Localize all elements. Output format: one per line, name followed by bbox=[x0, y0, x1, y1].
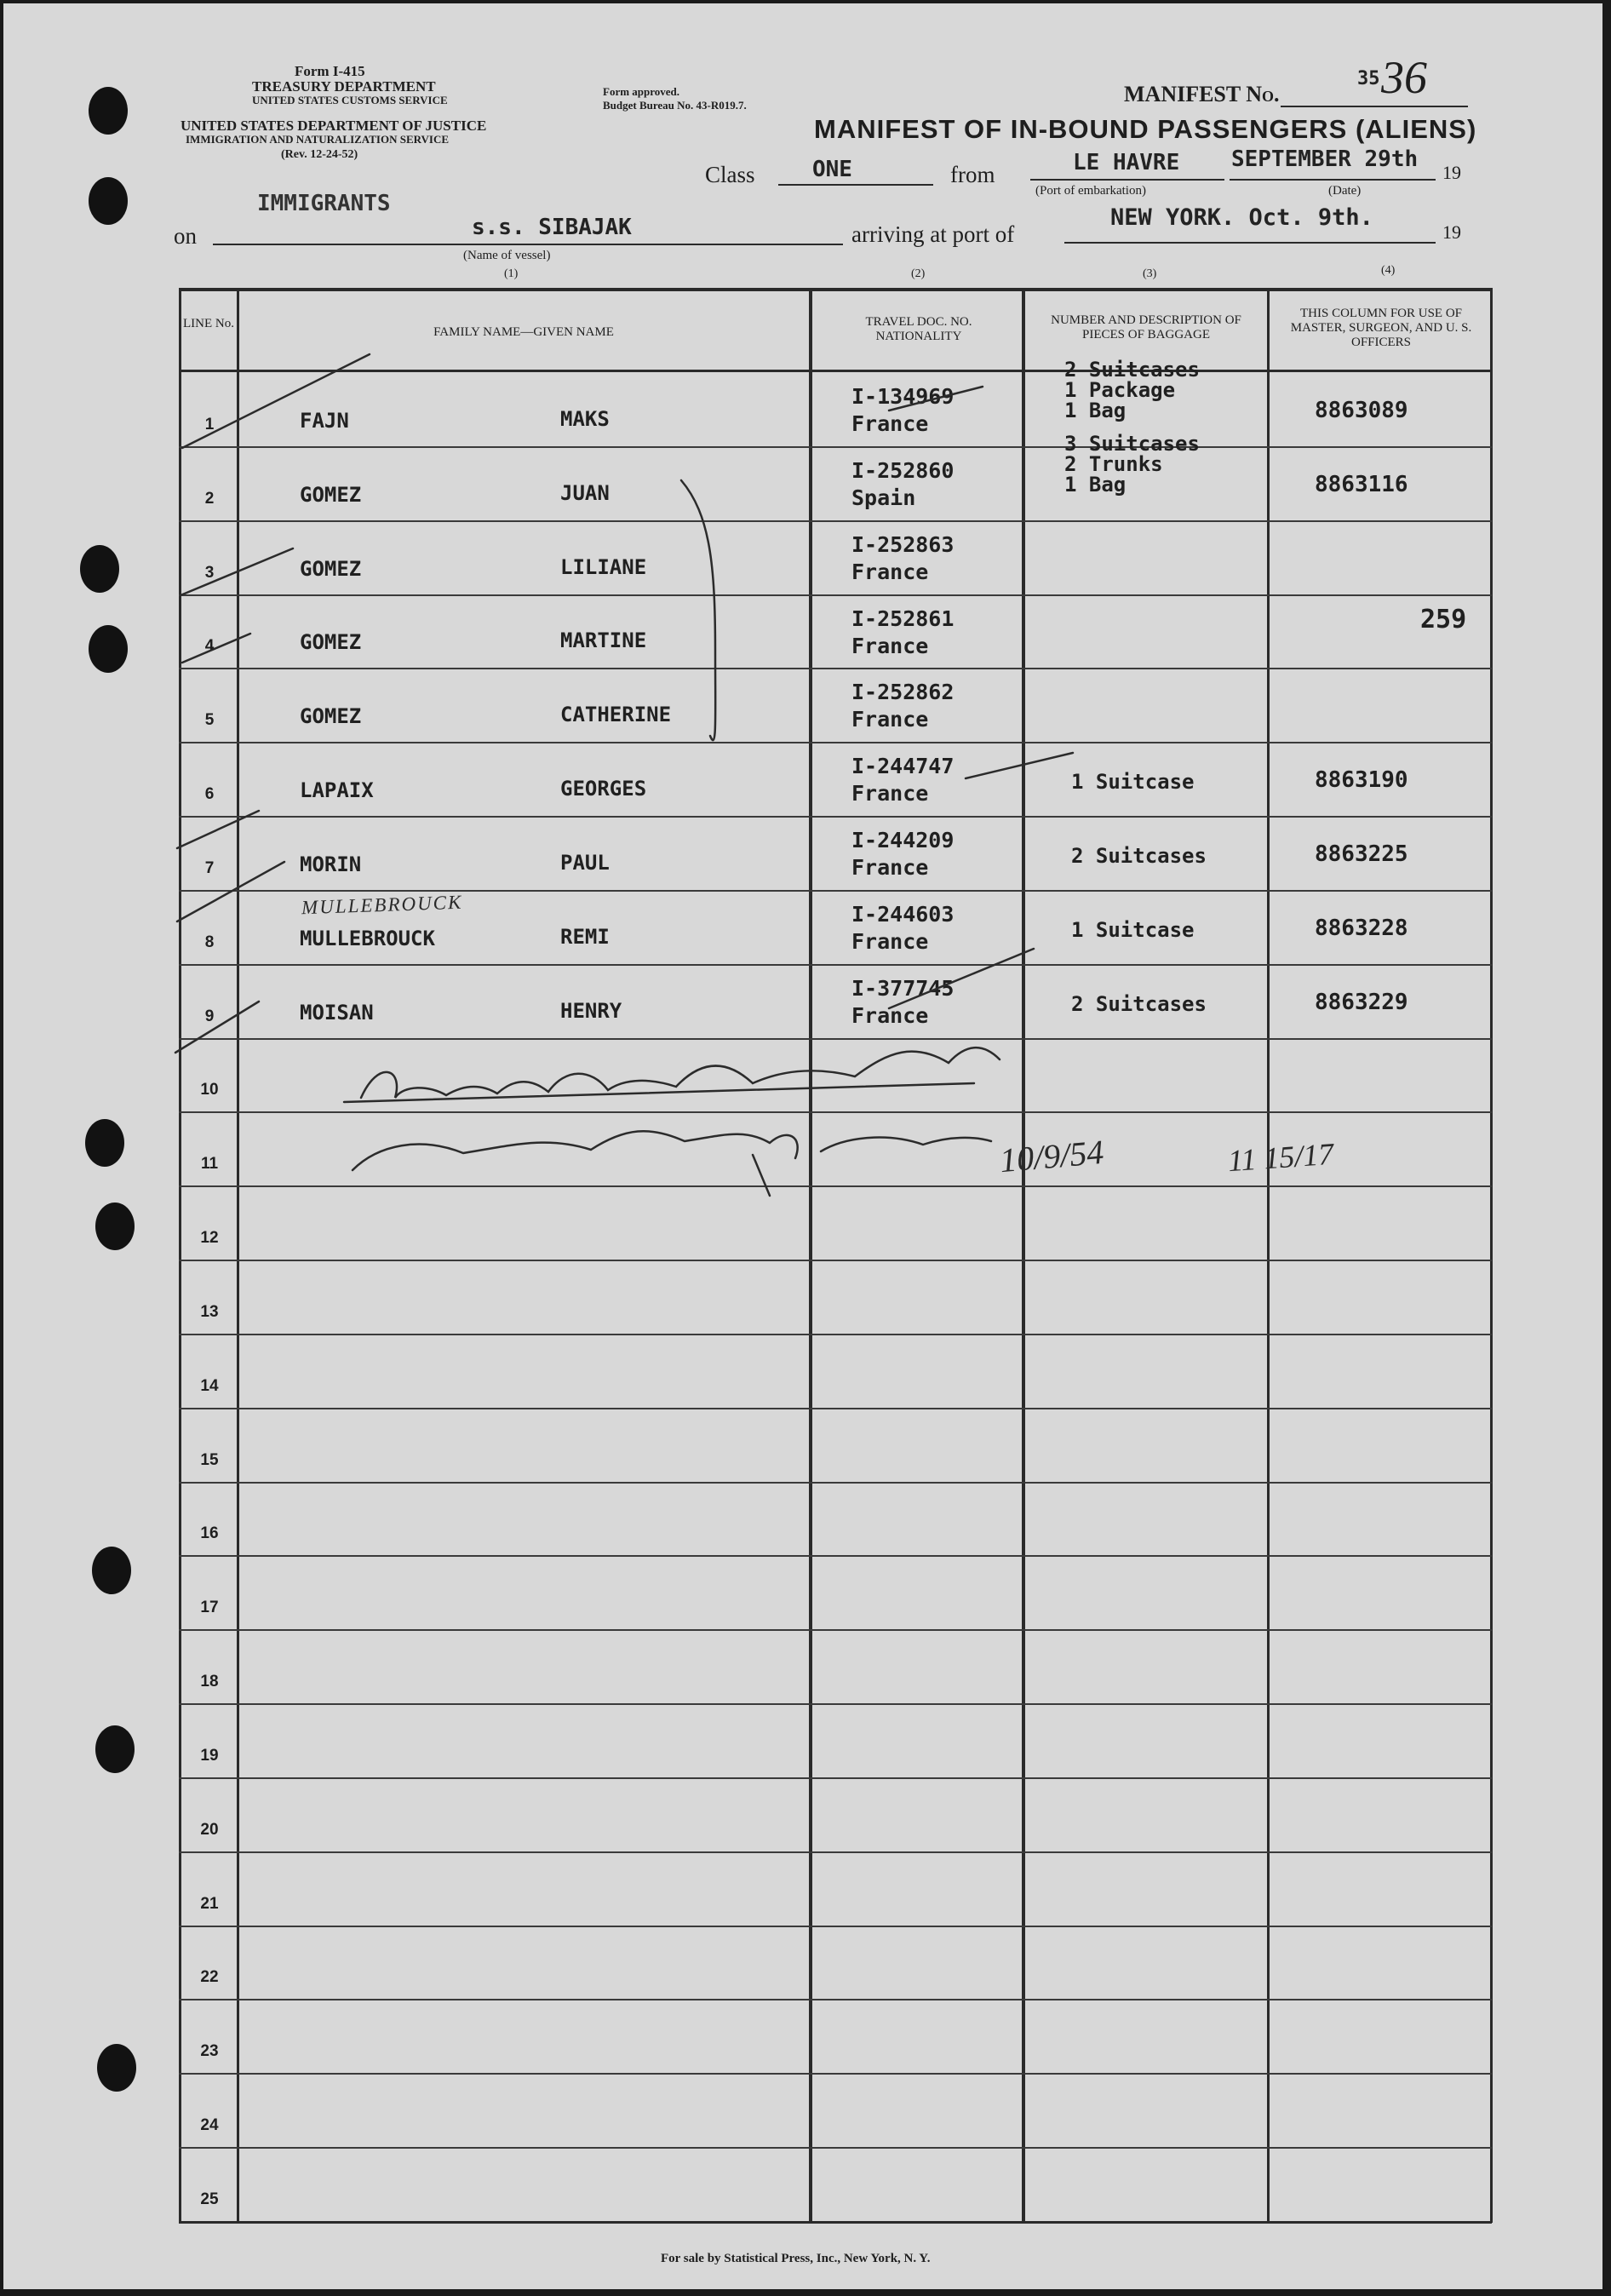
travel-doc-number: I-244209 bbox=[851, 828, 955, 852]
given-name: GEORGES bbox=[560, 777, 647, 801]
doj-line: UNITED STATES DEPARTMENT OF JUSTICE bbox=[181, 118, 487, 134]
form-approved: Form approved. bbox=[603, 85, 680, 98]
family-name: GOMEZ bbox=[300, 557, 362, 581]
family-name: LAPAIX bbox=[300, 778, 374, 802]
line-number: 8 bbox=[204, 933, 215, 951]
family-bracket bbox=[681, 480, 715, 740]
officer-number: 8863228 bbox=[1315, 916, 1408, 941]
line-number: 4 bbox=[204, 637, 215, 655]
signature-stroke bbox=[344, 1083, 974, 1102]
line-number: 9 bbox=[204, 1007, 215, 1025]
rev-line: (Rev. 12-24-52) bbox=[281, 148, 358, 161]
vessel-value: s.s. SIBAJAK bbox=[472, 215, 632, 240]
baggage-item: 2 Trunks bbox=[1064, 452, 1163, 476]
officer-number: 259 bbox=[1420, 605, 1467, 634]
manifest-number-handwritten: 36 bbox=[1381, 52, 1427, 103]
baggage-item: 2 Suitcases bbox=[1071, 992, 1207, 1016]
nationality: France bbox=[851, 929, 929, 954]
check-stroke bbox=[181, 548, 293, 595]
class-value: ONE bbox=[812, 157, 852, 182]
baggage-item: 2 Suitcases bbox=[1071, 844, 1207, 868]
ins-line: IMMIGRATION AND NATURALIZATION SERVICE bbox=[186, 133, 450, 146]
col-line-no: LINE No. bbox=[183, 317, 234, 330]
check-stroke bbox=[177, 862, 284, 921]
handwritten-date: 10/9/54 bbox=[998, 1132, 1105, 1180]
line-number: 22 bbox=[200, 1968, 219, 1986]
nationality: France bbox=[851, 855, 929, 880]
officer-number: 8863229 bbox=[1315, 990, 1408, 1015]
family-name: MORIN bbox=[300, 852, 362, 876]
manifest-number-typed: 35 bbox=[1357, 68, 1380, 89]
year-prefix: 19 bbox=[1442, 162, 1461, 183]
officer-number: 8863225 bbox=[1315, 841, 1408, 867]
signature-stroke bbox=[821, 1138, 991, 1151]
travel-doc-number: I-244747 bbox=[851, 754, 955, 778]
on-label: on bbox=[174, 223, 197, 249]
family-name: MOISAN bbox=[300, 1001, 374, 1025]
given-name: JUAN bbox=[560, 481, 610, 505]
col-baggage: NUMBER AND DESCRIPTION OF PIECES OF BAGGAGE bbox=[1051, 313, 1241, 342]
line-number: 18 bbox=[200, 1673, 219, 1690]
signature-stroke bbox=[361, 1048, 1000, 1098]
given-name: CATHERINE bbox=[560, 703, 672, 726]
travel-doc-number: I-134969 bbox=[851, 384, 955, 409]
line-number: 7 bbox=[204, 859, 215, 877]
nationality: France bbox=[851, 560, 929, 584]
budget-bureau: Budget Bureau No. 43-R019.7. bbox=[603, 99, 747, 112]
check-stroke bbox=[177, 811, 259, 848]
line-number: 10 bbox=[200, 1081, 219, 1099]
signature-stroke bbox=[753, 1155, 770, 1196]
line-number: 19 bbox=[200, 1747, 219, 1765]
nationality: France bbox=[851, 411, 929, 436]
line-number: 14 bbox=[200, 1377, 219, 1395]
officer-number: 8863190 bbox=[1315, 767, 1408, 793]
family-name: GOMEZ bbox=[300, 630, 362, 654]
travel-doc-number: I-244603 bbox=[851, 902, 955, 927]
travel-doc-number: I-252860 bbox=[851, 458, 955, 483]
line-number: 3 bbox=[204, 564, 215, 582]
port-value: LE HAVRE bbox=[1073, 150, 1180, 175]
signature-stroke bbox=[353, 1131, 798, 1170]
arrival-value: NEW YORK. Oct. 9th. bbox=[1110, 204, 1373, 231]
customs-service: UNITED STATES CUSTOMS SERVICE bbox=[252, 94, 448, 106]
line-number: 5 bbox=[204, 711, 215, 729]
line-number: 21 bbox=[200, 1895, 219, 1913]
footer-printer: For sale by Statistical Press, Inc., New York, N. Y. bbox=[661, 2252, 931, 2265]
class-label: Class bbox=[705, 162, 755, 187]
year-prefix: 19 bbox=[1442, 221, 1461, 243]
line-number: 2 bbox=[204, 490, 215, 508]
line-number: 11 bbox=[200, 1155, 219, 1173]
travel-doc-number: I-377745 bbox=[851, 976, 955, 1001]
check-stroke bbox=[175, 1002, 259, 1053]
check-stroke bbox=[889, 387, 983, 410]
line-number: 6 bbox=[204, 785, 215, 803]
col-ref-3: (3) bbox=[1143, 267, 1157, 280]
travel-doc-number: I-252861 bbox=[851, 606, 955, 631]
baggage-item: 2 Suitcases bbox=[1064, 358, 1200, 382]
travel-doc-number: I-252862 bbox=[851, 680, 955, 704]
baggage-item: 3 Suitcases bbox=[1064, 432, 1200, 456]
handwritten-name: MULLEBROUCK bbox=[301, 891, 463, 919]
family-name: MULLEBROUCK bbox=[300, 927, 435, 950]
nationality: France bbox=[851, 781, 929, 806]
col-travel-doc: TRAVEL DOC. NO. NATIONALITY bbox=[865, 315, 972, 343]
line-number: 25 bbox=[200, 2190, 219, 2208]
col-name: FAMILY NAME—GIVEN NAME bbox=[433, 325, 614, 339]
manifest-page bbox=[3, 3, 1602, 2289]
check-stroke bbox=[182, 634, 250, 663]
handwriting-overlay bbox=[3, 3, 1602, 2289]
line-number: 1 bbox=[204, 416, 215, 433]
baggage-item: 1 Bag bbox=[1064, 473, 1127, 497]
check-stroke bbox=[182, 354, 370, 448]
nationality: Spain bbox=[851, 485, 916, 510]
given-name: LILIANE bbox=[560, 555, 647, 579]
col-officers: THIS COLUMN FOR USE OF MASTER, SURGEON, AND U. S. OFFICERS bbox=[1290, 307, 1472, 349]
immigrants-stamp: IMMIGRANTS bbox=[257, 191, 391, 216]
from-label: from bbox=[950, 162, 995, 187]
nationality: France bbox=[851, 634, 929, 658]
nationality: France bbox=[851, 1003, 929, 1028]
handwritten-note: 11 15/17 bbox=[1226, 1136, 1335, 1179]
line-number: 23 bbox=[200, 2042, 219, 2060]
line-number: 17 bbox=[200, 1599, 219, 1616]
family-name: GOMEZ bbox=[300, 704, 362, 728]
baggage-item: 1 Bag bbox=[1064, 399, 1127, 422]
date-caption: (Date) bbox=[1328, 184, 1362, 198]
baggage-item: 1 Suitcase bbox=[1071, 918, 1195, 942]
manifest-title: MANIFEST OF IN-BOUND PASSENGERS (ALIENS) bbox=[814, 114, 1477, 144]
given-name: MARTINE bbox=[560, 629, 647, 652]
vessel-caption: (Name of vessel) bbox=[463, 249, 551, 262]
given-name: HENRY bbox=[560, 999, 622, 1023]
col-ref-4: (4) bbox=[1381, 264, 1396, 277]
line-number: 24 bbox=[200, 2116, 219, 2134]
line-number: 20 bbox=[200, 1821, 219, 1839]
nationality: France bbox=[851, 707, 929, 732]
family-name: GOMEZ bbox=[300, 483, 362, 507]
check-stroke bbox=[966, 753, 1073, 778]
baggage-item: 1 Suitcase bbox=[1071, 770, 1195, 794]
line-number: 15 bbox=[200, 1451, 219, 1469]
officer-number: 8863116 bbox=[1315, 472, 1408, 497]
line-number: 16 bbox=[200, 1524, 219, 1542]
col-ref-2: (2) bbox=[911, 267, 926, 280]
form-id: Form I-415 bbox=[295, 63, 365, 79]
treasury-dept: TREASURY DEPARTMENT bbox=[252, 78, 436, 95]
given-name: MAKS bbox=[560, 407, 610, 431]
col-ref-1: (1) bbox=[504, 267, 519, 280]
check-stroke bbox=[889, 949, 1034, 1008]
date-value: SEPTEMBER 29th bbox=[1231, 146, 1419, 172]
family-name: FAJN bbox=[300, 409, 349, 433]
port-caption: (Port of embarkation) bbox=[1035, 184, 1146, 198]
travel-doc-number: I-252863 bbox=[851, 532, 955, 557]
line-number: 13 bbox=[200, 1303, 219, 1321]
given-name: PAUL bbox=[560, 851, 610, 875]
officer-number: 8863089 bbox=[1315, 398, 1408, 423]
manifest-label: MANIFEST No. bbox=[1124, 82, 1280, 106]
arriving-label: arriving at port of bbox=[851, 221, 1015, 247]
line-number: 12 bbox=[200, 1229, 219, 1247]
baggage-item: 1 Package bbox=[1064, 378, 1176, 402]
given-name: REMI bbox=[560, 925, 610, 949]
